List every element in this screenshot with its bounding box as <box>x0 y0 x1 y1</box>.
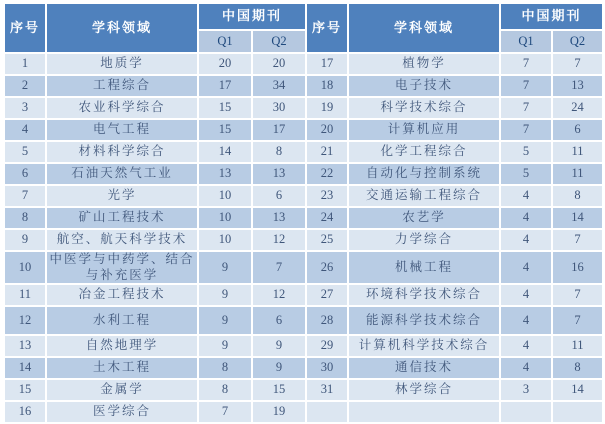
row-index-cell: 7 <box>5 186 45 206</box>
table-row <box>5 380 602 400</box>
row-index-cell: 21 <box>307 142 347 162</box>
table-row <box>5 54 602 74</box>
field-cell: 电子技术 <box>349 76 499 96</box>
q1-cell: 7 <box>199 402 251 422</box>
row-index-cell: 25 <box>307 230 347 250</box>
table-row <box>5 285 602 305</box>
q1-cell: 4 <box>501 336 551 356</box>
row-index-cell: 3 <box>5 98 45 118</box>
q2-cell: 14 <box>553 380 602 400</box>
field-cell: 冶金工程技术 <box>47 285 197 305</box>
row-index-cell: 6 <box>5 164 45 184</box>
row-index-cell: 10 <box>5 252 45 283</box>
row-index-cell: 1 <box>5 54 45 74</box>
header-field-left: 学科领域 <box>47 4 197 52</box>
q2-cell: 20 <box>253 54 305 74</box>
q1-cell: 3 <box>501 380 551 400</box>
q2-cell: 7 <box>553 285 602 305</box>
row-index-cell: 18 <box>307 76 347 96</box>
q2-cell: 6 <box>253 307 305 334</box>
q1-cell: 10 <box>199 186 251 206</box>
q2-cell: 19 <box>253 402 305 422</box>
subject-journal-quartile-table <box>3 2 604 424</box>
q2-cell: 11 <box>553 164 602 184</box>
field-cell: 农业科学综合 <box>47 98 197 118</box>
field-cell: 光学 <box>47 186 197 206</box>
q1-cell: 4 <box>501 358 551 378</box>
row-index-cell: 15 <box>5 380 45 400</box>
q2-cell: 13 <box>553 76 602 96</box>
q1-cell: 7 <box>501 98 551 118</box>
field-cell: 农艺学 <box>349 208 499 228</box>
field-cell: 矿山工程技术 <box>47 208 197 228</box>
field-cell: 中医学与中药学、结合与补充医学 <box>47 252 197 283</box>
table-row <box>5 120 602 140</box>
row-index-cell: 23 <box>307 186 347 206</box>
q1-cell: 7 <box>501 76 551 96</box>
field-cell: 水利工程 <box>47 307 197 334</box>
row-index-cell: 27 <box>307 285 347 305</box>
row-index-cell: 12 <box>5 307 45 334</box>
q1-cell <box>501 402 551 422</box>
row-index-cell: 29 <box>307 336 347 356</box>
row-index-cell: 8 <box>5 208 45 228</box>
field-cell: 土木工程 <box>47 358 197 378</box>
row-index-cell: 14 <box>5 358 45 378</box>
row-index-cell: 22 <box>307 164 347 184</box>
field-cell: 工程综合 <box>47 76 197 96</box>
q1-cell: 9 <box>199 252 251 283</box>
q2-cell: 9 <box>253 358 305 378</box>
q1-cell: 20 <box>199 54 251 74</box>
q2-cell: 16 <box>553 252 602 283</box>
table-row <box>5 336 602 356</box>
header-q1-right: Q1 <box>501 31 551 52</box>
table-row <box>5 186 602 206</box>
q2-cell: 11 <box>553 336 602 356</box>
row-index-cell: 13 <box>5 336 45 356</box>
q1-cell: 4 <box>501 186 551 206</box>
q1-cell: 9 <box>199 307 251 334</box>
table-row <box>5 208 602 228</box>
table-row <box>5 164 602 184</box>
header-field-right: 学科领域 <box>349 4 499 52</box>
field-cell: 机械工程 <box>349 252 499 283</box>
field-cell: 力学综合 <box>349 230 499 250</box>
q2-cell: 30 <box>253 98 305 118</box>
q2-cell: 6 <box>253 186 305 206</box>
table-row <box>5 230 602 250</box>
field-cell <box>349 402 499 422</box>
row-index-cell: 26 <box>307 252 347 283</box>
row-index-cell: 4 <box>5 120 45 140</box>
field-cell: 计算机应用 <box>349 120 499 140</box>
q2-cell: 7 <box>253 252 305 283</box>
q2-cell: 9 <box>253 336 305 356</box>
table-body <box>5 54 602 422</box>
field-cell: 医学综合 <box>47 402 197 422</box>
q1-cell: 7 <box>501 54 551 74</box>
field-cell: 交通运输工程综合 <box>349 186 499 206</box>
field-cell: 能源科学技术综合 <box>349 307 499 334</box>
row-index-cell: 19 <box>307 98 347 118</box>
field-cell: 电气工程 <box>47 120 197 140</box>
q1-cell: 8 <box>199 358 251 378</box>
q1-cell: 15 <box>199 98 251 118</box>
row-index-cell: 31 <box>307 380 347 400</box>
q1-cell: 14 <box>199 142 251 162</box>
q1-cell: 10 <box>199 230 251 250</box>
header-q2-right: Q2 <box>553 31 602 52</box>
field-cell: 通信技术 <box>349 358 499 378</box>
header-index-right: 序号 <box>307 4 347 52</box>
row-index-cell: 24 <box>307 208 347 228</box>
q1-cell: 7 <box>501 120 551 140</box>
field-cell: 环境科学技术综合 <box>349 285 499 305</box>
q1-cell: 4 <box>501 230 551 250</box>
q2-cell <box>553 402 602 422</box>
q2-cell: 13 <box>253 208 305 228</box>
field-cell: 计算机科学技术综合 <box>349 336 499 356</box>
row-index-cell: 5 <box>5 142 45 162</box>
header-q2-left: Q2 <box>253 31 305 52</box>
q1-cell: 10 <box>199 208 251 228</box>
table-row <box>5 142 602 162</box>
q1-cell: 4 <box>501 307 551 334</box>
q1-cell: 9 <box>199 336 251 356</box>
row-index-cell: 11 <box>5 285 45 305</box>
q2-cell: 11 <box>553 142 602 162</box>
table-row <box>5 252 602 283</box>
q2-cell: 7 <box>553 230 602 250</box>
field-cell: 化学工程综合 <box>349 142 499 162</box>
q1-cell: 4 <box>501 208 551 228</box>
q2-cell: 17 <box>253 120 305 140</box>
q1-cell: 15 <box>199 120 251 140</box>
field-cell: 科学技术综合 <box>349 98 499 118</box>
q2-cell: 24 <box>553 98 602 118</box>
field-cell: 自动化与控制系统 <box>349 164 499 184</box>
field-cell: 植物学 <box>349 54 499 74</box>
q1-cell: 4 <box>501 285 551 305</box>
header-index-left: 序号 <box>5 4 45 52</box>
q2-cell: 8 <box>253 142 305 162</box>
q1-cell: 17 <box>199 76 251 96</box>
q2-cell: 12 <box>253 230 305 250</box>
q2-cell: 7 <box>553 307 602 334</box>
q1-cell: 5 <box>501 142 551 162</box>
table-row <box>5 358 602 378</box>
field-cell: 金属学 <box>47 380 197 400</box>
q1-cell: 5 <box>501 164 551 184</box>
q2-cell: 7 <box>553 54 602 74</box>
header-journal-group-right: 中国期刊 <box>501 4 602 29</box>
q2-cell: 15 <box>253 380 305 400</box>
table-row <box>5 402 602 422</box>
field-cell: 林学综合 <box>349 380 499 400</box>
row-index-cell: 28 <box>307 307 347 334</box>
header-q1-left: Q1 <box>199 31 251 52</box>
table-row <box>5 98 602 118</box>
row-index-cell: 9 <box>5 230 45 250</box>
row-index-cell <box>307 402 347 422</box>
row-index-cell: 20 <box>307 120 347 140</box>
q1-cell: 4 <box>501 252 551 283</box>
field-cell: 石油天然气工业 <box>47 164 197 184</box>
q2-cell: 14 <box>553 208 602 228</box>
q2-cell: 6 <box>553 120 602 140</box>
q1-cell: 9 <box>199 285 251 305</box>
field-cell: 材料科学综合 <box>47 142 197 162</box>
q2-cell: 34 <box>253 76 305 96</box>
q2-cell: 8 <box>553 186 602 206</box>
q2-cell: 12 <box>253 285 305 305</box>
row-index-cell: 17 <box>307 54 347 74</box>
q1-cell: 8 <box>199 380 251 400</box>
q2-cell: 13 <box>253 164 305 184</box>
field-cell: 地质学 <box>47 54 197 74</box>
table-row <box>5 76 602 96</box>
table-row <box>5 307 602 334</box>
header-journal-group-left: 中国期刊 <box>199 4 305 29</box>
field-cell: 自然地理学 <box>47 336 197 356</box>
row-index-cell: 16 <box>5 402 45 422</box>
field-cell: 航空、航天科学技术 <box>47 230 197 250</box>
q2-cell: 8 <box>553 358 602 378</box>
row-index-cell: 2 <box>5 76 45 96</box>
row-index-cell: 30 <box>307 358 347 378</box>
q1-cell: 13 <box>199 164 251 184</box>
